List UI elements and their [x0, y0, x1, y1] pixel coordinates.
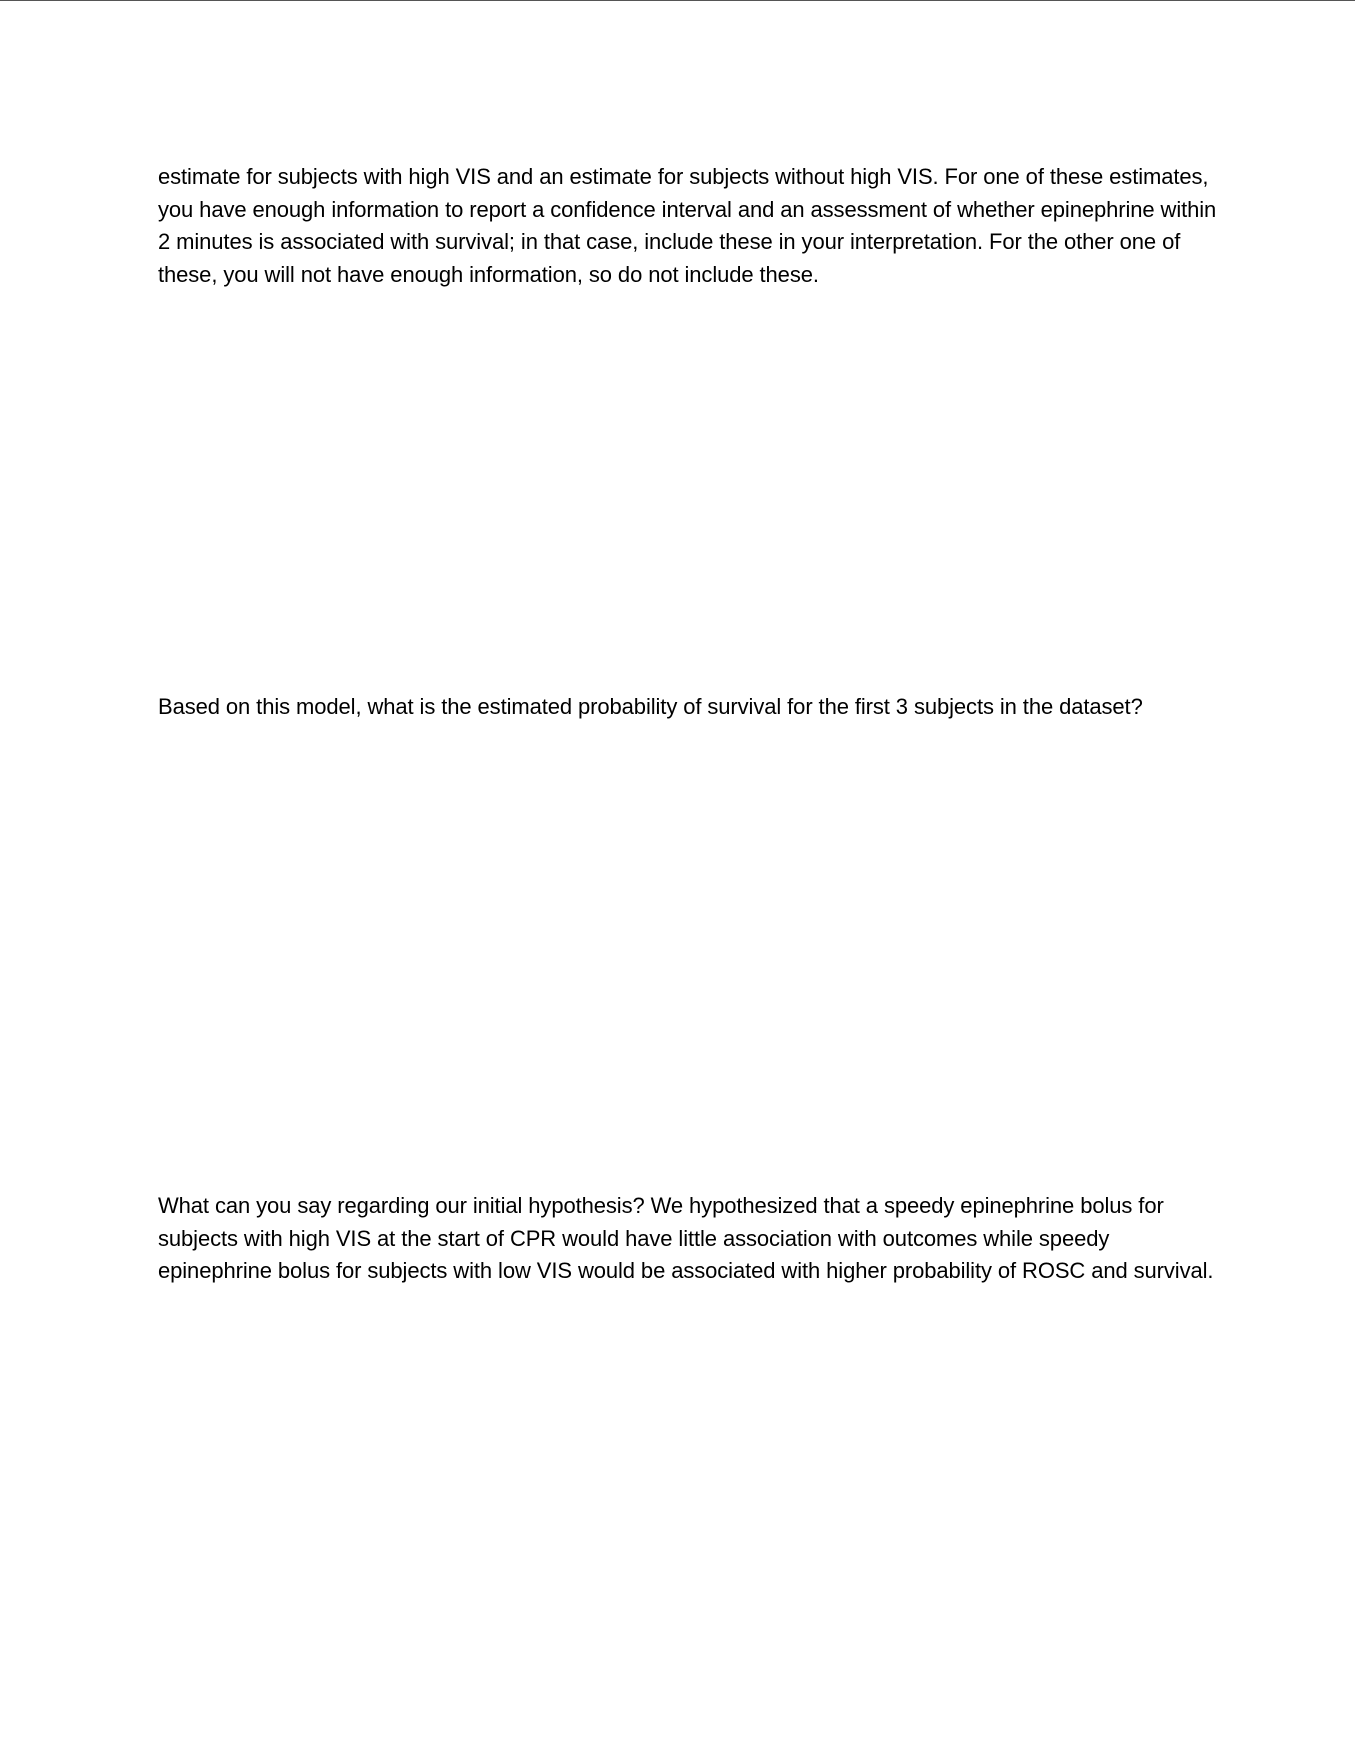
paragraph-vis-estimates-instructions: estimate for subjects with high VIS and an estimate for subjects without high VIS. For one of these estimates, you have enough information to report a confidence interval and an assessment of whether epinephrine within 2 minutes is associated with survival; in that case, include these in your interpretation. For the other one of these, you will not have enough information, so do not include these.	[158, 164, 1217, 287]
paragraph-survival-probability-question: Based on this model, what is the estimated probability of survival for the first 3 subjects in the dataset?	[158, 694, 1143, 719]
page-top-border	[0, 0, 1355, 1]
paragraph-hypothesis-question: What can you say regarding our initial hypothesis? We hypothesized that a speedy epinephrine bolus for subjects with high VIS at the start of CPR would have little association with outcomes while speedy epinephrine bolus for subjects with low VIS would be associated with higher probability of ROSC and survival.	[158, 1193, 1214, 1283]
